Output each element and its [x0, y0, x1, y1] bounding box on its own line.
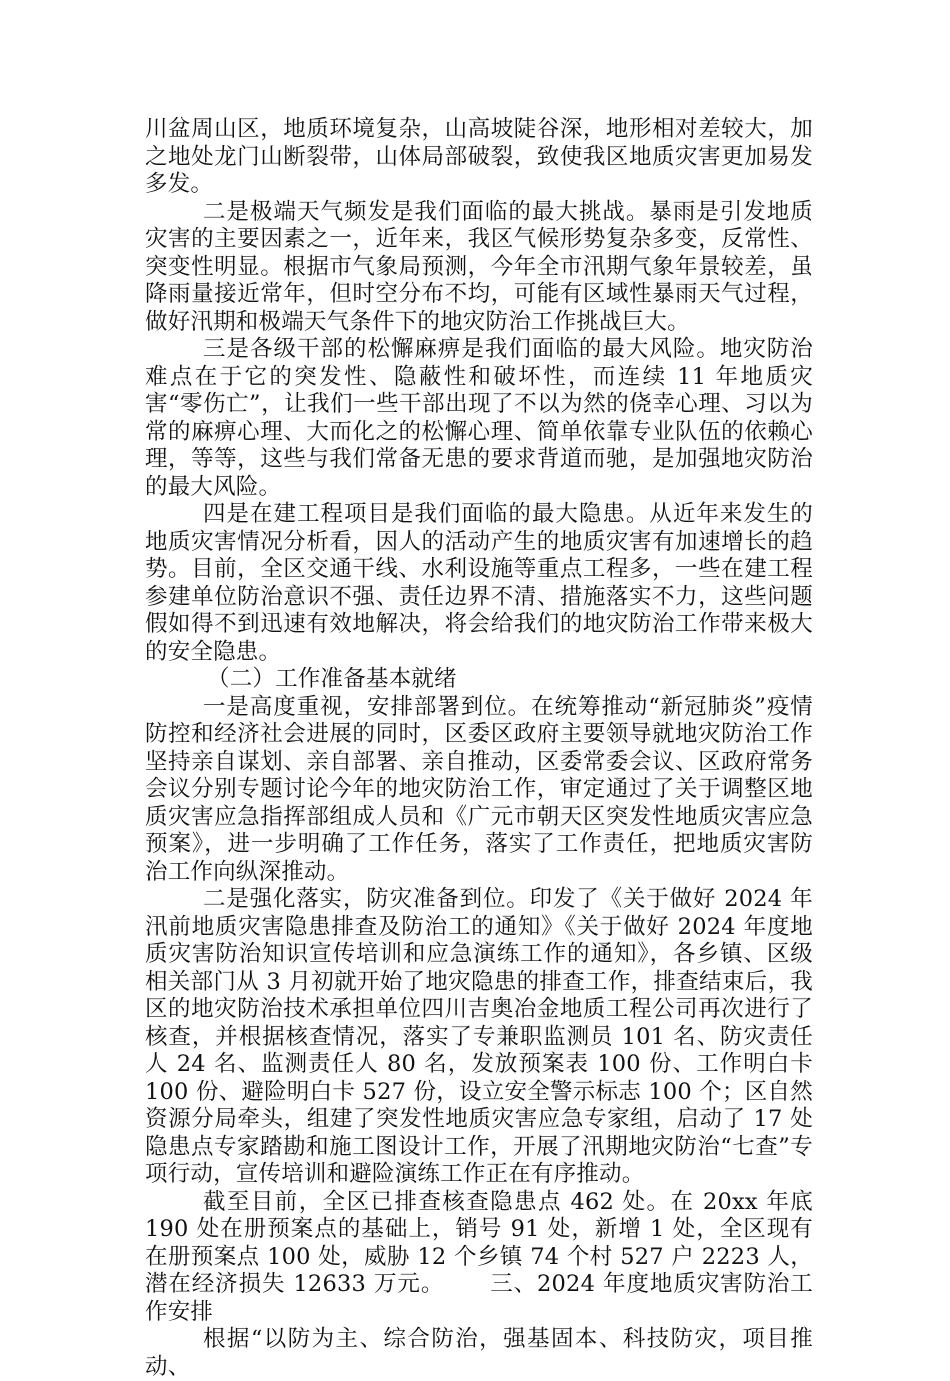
paragraph-deployment: 一是高度重视，安排部署到位。在统筹推动“新冠肺炎”疫情防控和经济社会进展的同时，区委区政府主要领导就地灾防治工作坚持亲自谋划、亲自部署、亲自推动，区委常委会议、区政府常务会议分别专题讨论今年的地灾防治工作，审定通过了关于调整区地质灾害应急指挥部组成人员和《广元市朝天区突发性地质灾害应急预案》，进一步明确了工作任务，落实了工作责任，把地质灾害防治工作向纵深推动。 [145, 693, 813, 885]
document-page [145, 116, 813, 1381]
paragraph-extreme-weather: 二是极端天气频发是我们面临的最大挑战。暴雨是引发地质灾害的主要因素之一，近年来，我区气候形势复杂多变，反常性、突变性明显。根据市气象局预测，今年全市汛期气象年景较差，虽降雨量接近常年，但时空分布不均，可能有区域性暴雨天气过程，做好汛期和极端天气条件下的地灾防治工作挑战巨大。 [145, 198, 813, 335]
paragraph-geology-continued: 川盆周山区，地质环境复杂，山高坡陡谷深，地形相对差较大，加之地处龙门山断裂带，山体局部破裂，致使我区地质灾害更加易发多发。 [145, 116, 813, 197]
paragraph-cadre-risk: 三是各级干部的松懈麻痹是我们面临的最大风险。地灾防治难点在于它的突发性、隐蔽性和破坏性，而连续 11 年地质灾害“零伤亡”，让我们一些干部出现了不以为然的侥幸心理、习以为常的麻痹心理、大而化之的松懈心理、简单依靠专业队伍的依赖心理，等等，这些与我们常备无患的要求背道而驰，是加强地灾防治的最大风险。 [145, 336, 813, 500]
paragraph-statistics [145, 1189, 813, 1327]
section-heading-preparation: （二）工作准备基本就绪 [207, 666, 457, 692]
statistics-text: 截至目前，全区已排查核查隐患点 462 处。在 20xx 年底 190 处在册预案点的基础上，销号 91 处，新增 1 处，全区现有在册预案点 100 处，威胁 12 个乡镇 74 个村 527 户 2223 人，潜在经济损失 12633 万元。 [145, 1188, 813, 1297]
section-heading-2024-plan: 三、2024 年度地质灾害防治工作安排 [145, 1271, 813, 1325]
paragraph-construction-hazard: 四是在建工程项目是我们面临的最大隐患。从近年来发生的地质灾害情况分析看，因人的活动产生的地质灾害有加速增长的趋势。目前，全区交通干线、水利设施等重点工程多，一些在建工程参建单位防治意识不强、责任边界不清、措施落实不力，这些问题假如得不到迅速有效地解决，将会给我们的地灾防治工作带来极大的安全隐患。 [145, 501, 813, 665]
paragraph-principles: 根据“以防为主、综合防治，强基固本、科技防灾，项目推动、 [145, 1326, 813, 1380]
paragraph-implementation: 二是强化落实，防灾准备到位。印发了《关于做好 2024 年汛前地质灾害隐患排查及防治工的通知》《关于做好 2024 年度地质灾害防治知识宣传培训和应急演练工作的通知》，各乡镇、区级相关部门从 3 月初就开始了地灾隐患的排查工作，排查结束后，我区的地灾防治技术承担单位四川吉奥冶金地质工程公司再次进行了核查，并根据核查情况，落实了专兼职监测员 101 名、防灾责任人 24 名、监测责任人 80 名，发放预案表 100 份、工作明白卡 100 份、避险明白卡 527 份，设立安全警示标志 100 个；区自然资源分局牵头，组建了突发性地质灾害应急专家组，启动了 17 处隐患点专家踏勘和施工图设计工作，开展了汛期地灾防治“七查”专项行动，宣传培训和避险演练工作正在有序推动。 [145, 886, 813, 1187]
